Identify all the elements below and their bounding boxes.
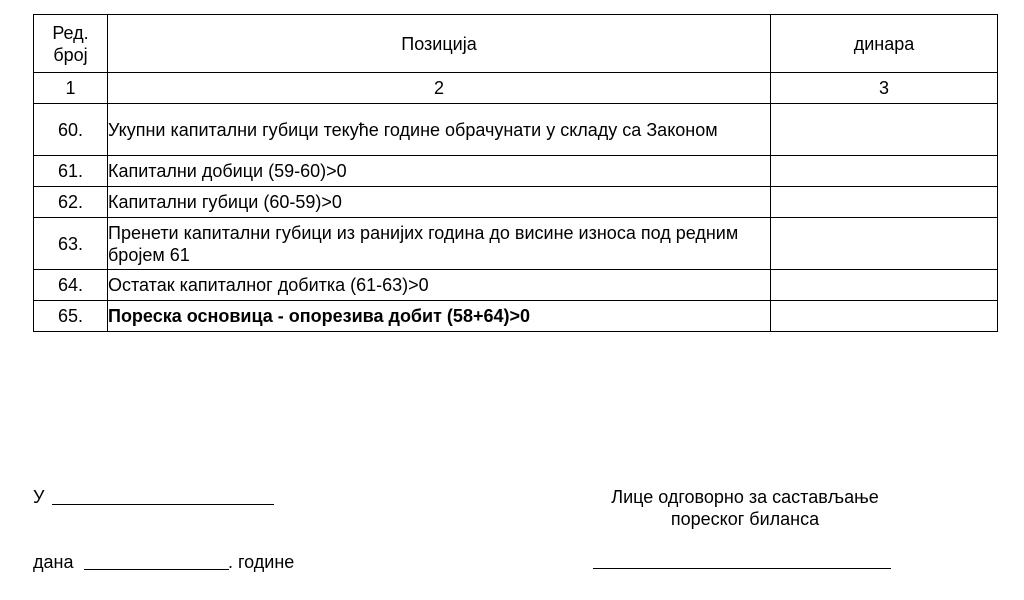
amount-cell[interactable] (771, 104, 998, 156)
responsible-label-line1: Лице одговорно за састављање (611, 487, 879, 507)
tax-balance-table (33, 14, 998, 332)
amount-cell[interactable] (771, 270, 998, 301)
place-label: У (33, 487, 45, 507)
place-field-line[interactable] (52, 484, 274, 505)
row-number: 61. (34, 156, 108, 187)
header-row (34, 15, 998, 73)
row-number: 64. (34, 270, 108, 301)
table-row (34, 270, 998, 301)
column-number: 1 (34, 73, 108, 104)
row-number: 65. (34, 301, 108, 332)
row-description: Пореска основица - опорезива добит (58+64)>0 (108, 301, 771, 332)
date-label: дана (33, 552, 74, 572)
year-label: . године (228, 552, 295, 572)
amount-cell[interactable] (771, 218, 998, 270)
header-position: Позиција (108, 15, 771, 73)
column-number: 3 (771, 73, 998, 104)
column-number-row (34, 73, 998, 104)
amount-cell[interactable] (771, 156, 998, 187)
row-description: Остатак капиталног добитка (61-63)>0 (108, 270, 771, 301)
amount-cell[interactable] (771, 187, 998, 218)
responsible-label-line2: пореског биланса (670, 509, 820, 529)
responsible-person-label (595, 486, 895, 530)
amount-cell[interactable] (771, 301, 998, 332)
row-number: 63. (34, 218, 108, 270)
signature-line[interactable] (593, 548, 891, 569)
row-description: Капитални добици (59-60)>0 (108, 156, 771, 187)
table-row (34, 104, 998, 156)
header-amount: динара (771, 15, 998, 73)
row-number: 62. (34, 187, 108, 218)
row-description: Капитални губици (60-59)>0 (108, 187, 771, 218)
table-row (34, 218, 998, 270)
row-description: Укупни капитални губици текуће године обрачунати у складу са Законом (108, 104, 771, 156)
table-row (34, 187, 998, 218)
date-field-line[interactable] (84, 549, 229, 570)
row-description: Пренети капитални губици из ранијих година до висине износа под редним бројем 61 (108, 218, 771, 270)
table-row-total (34, 301, 998, 332)
row-number: 60. (34, 104, 108, 156)
header-rb: Ред. број (34, 15, 108, 73)
column-number: 2 (108, 73, 771, 104)
table-row (34, 156, 998, 187)
